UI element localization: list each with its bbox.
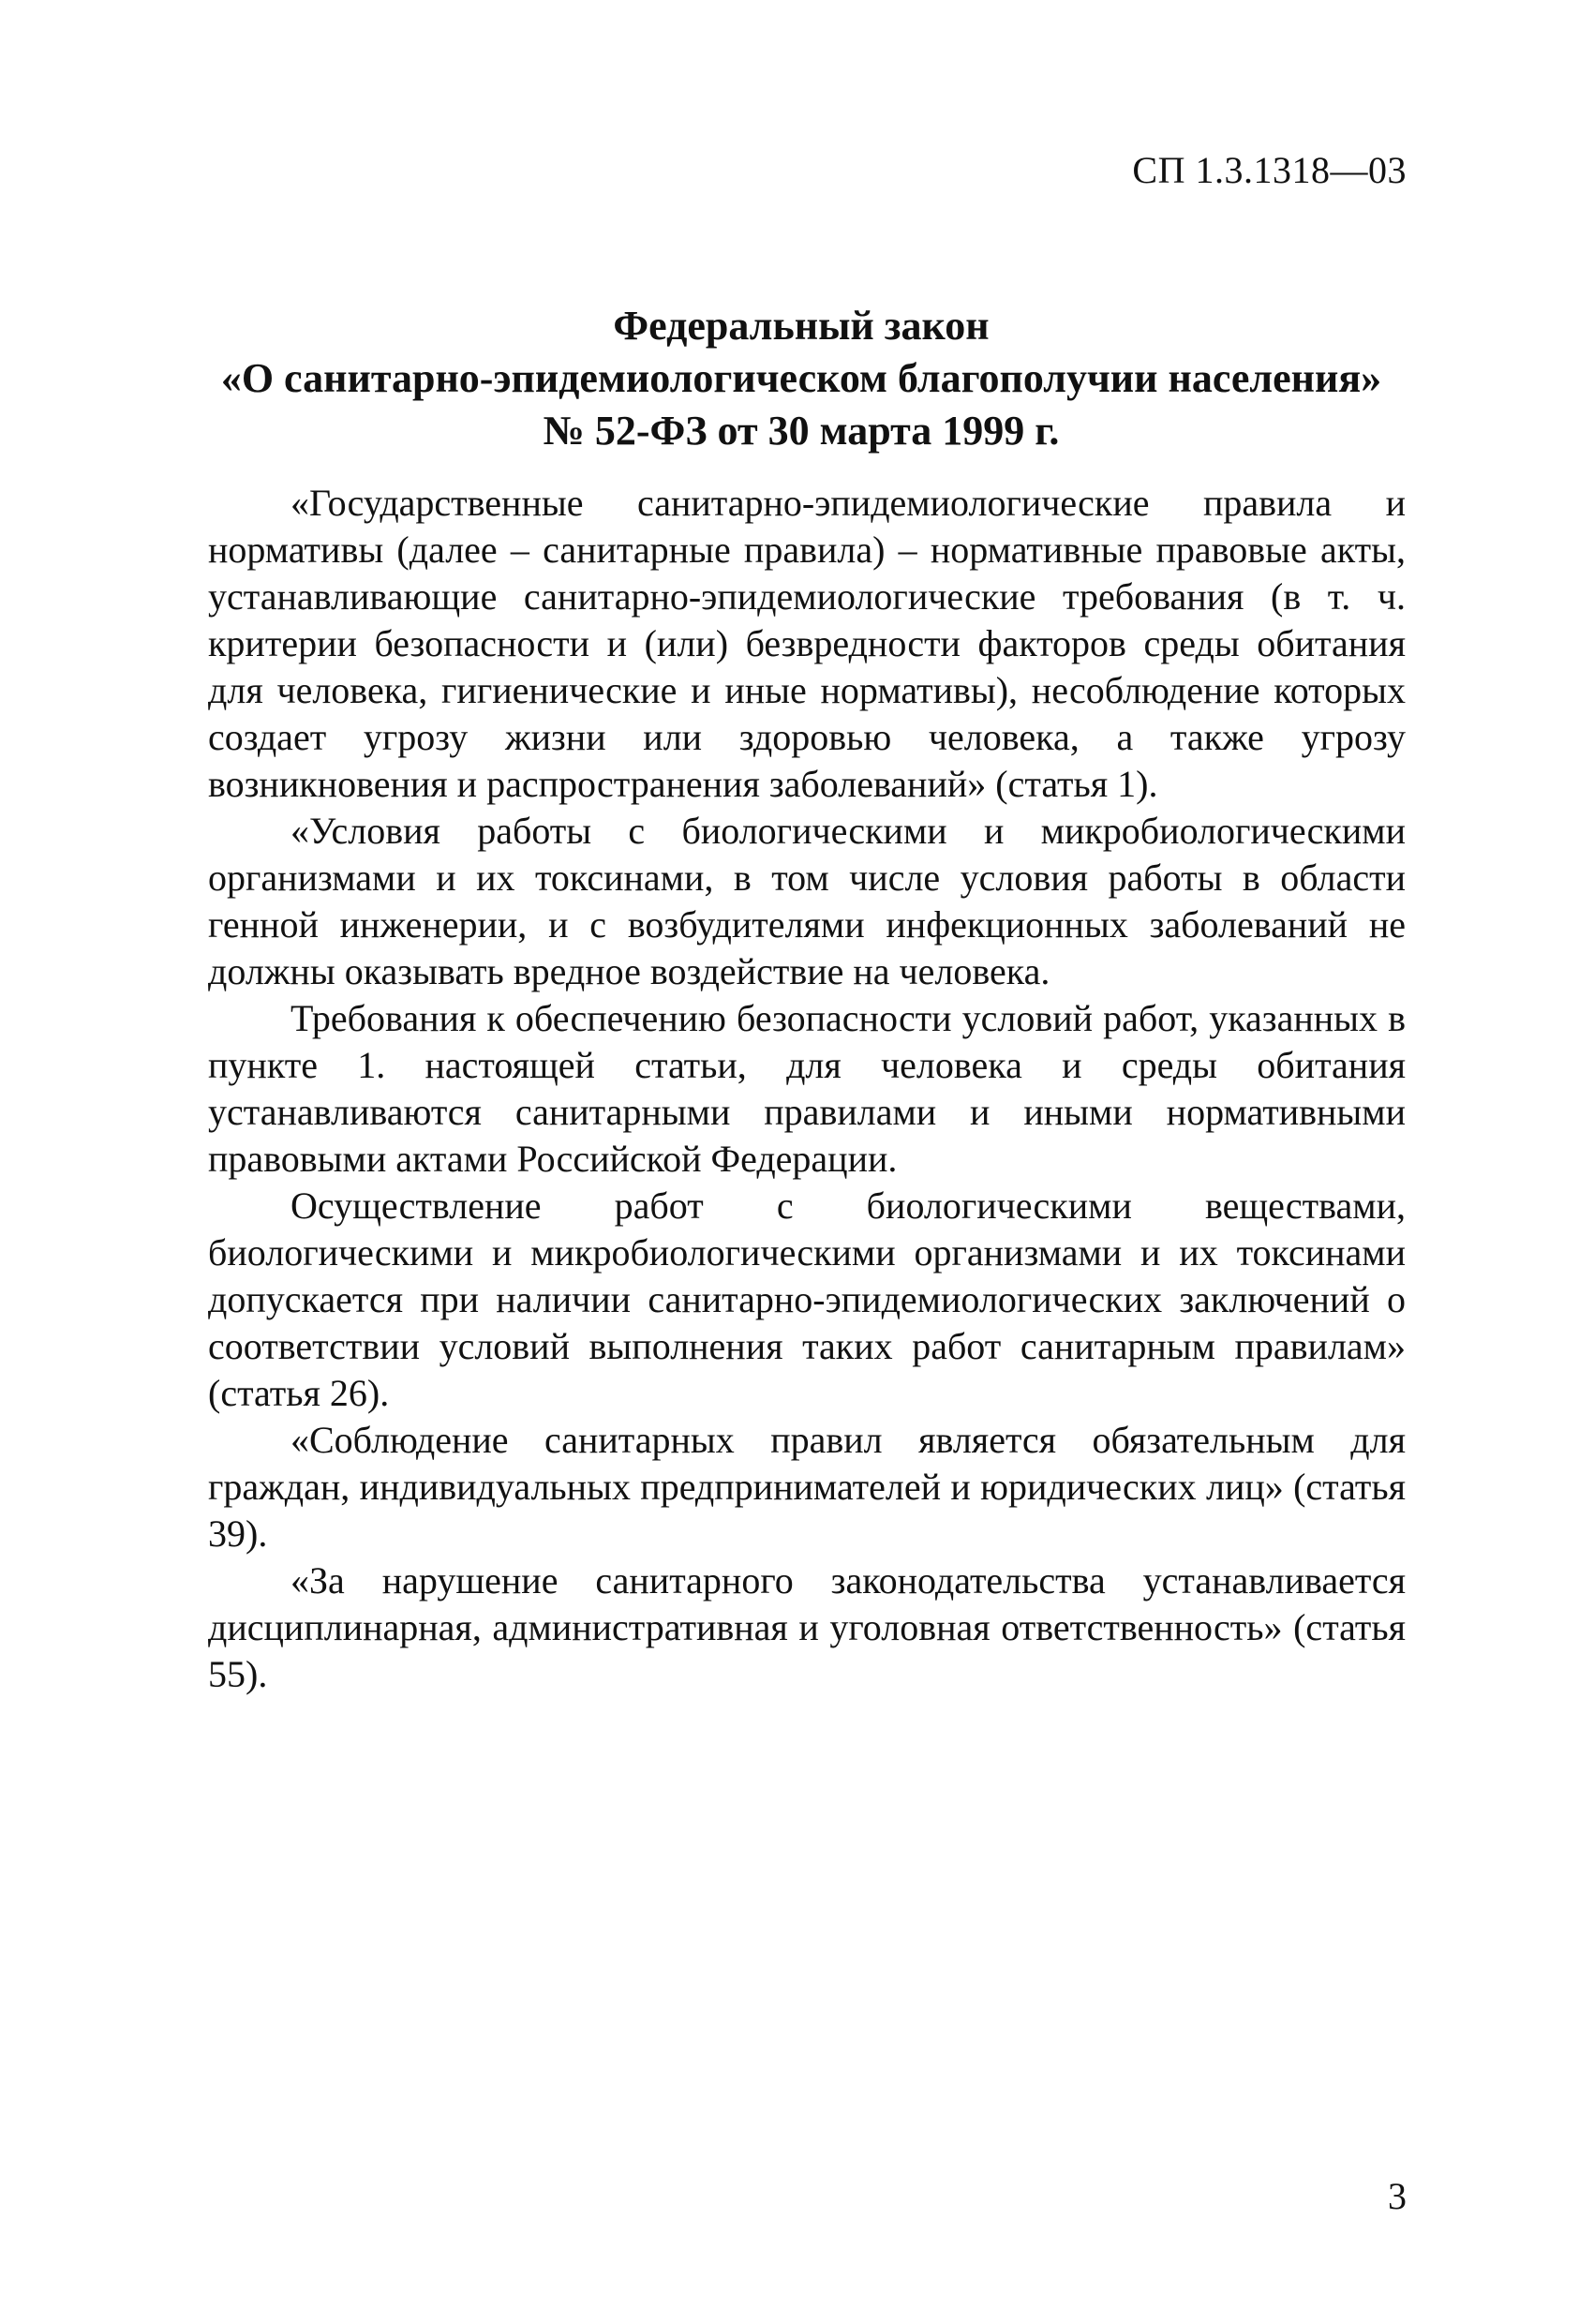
page-number: 3 xyxy=(1388,2175,1407,2217)
document-code: СП 1.3.1318—03 xyxy=(1132,149,1407,191)
title-line-2: «О санитарно-эпидемиологическом благополучии населения» xyxy=(220,355,1382,401)
paragraph: Требования к обеспечению безопасности условий работ, указанных в пункте 1. настоящей статьи, для человека и среды обитания устанавливаются санитарными правилами и иными нормативными правовыми актами Российской Федерации. xyxy=(208,997,1406,1180)
title-line-1: Федеральный закон xyxy=(613,303,990,349)
paragraph: «За нарушение санитарного законодательства устанавливается дисциплинарная, административная и уголовная ответственность» (статья 55). xyxy=(208,1559,1406,1695)
paragraph: Осуществление работ с биологическими веществами, биологическими и микробиологическими организмами и их токсинами допускается при наличии санитарно-эпидемиологических заключений о соответствии условий выполнения таких работ санитарным правилам» (статья 26). xyxy=(208,1184,1406,1414)
paragraph: «Соблюдение санитарных правил является обязательным для граждан, индивидуальных предпринимателей и юридических лиц» (статья 39). xyxy=(208,1419,1406,1555)
title-line-3: № 52-ФЗ от 30 марта 1999 г. xyxy=(543,408,1060,454)
paragraph: «Условия работы с биологическими и микробиологическими организмами и их токсинами, в том числе условия работы в области генной инженерии, и с возбудителями инфекционных заболеваний не должны оказывать вредное воздействие на человека. xyxy=(208,810,1406,992)
paragraph: «Государственные санитарно-эпидемиологические правила и нормативы (далее – санитарные правила) – нормативные правовые акты, устанавливающие санитарно-эпидемиологические требования (в т. ч. критерии безопасности и (или) безвредности факторов среды обитания для человека, гигиенические и иные нормативы), несоблюдение которых создает угрозу жизни или здоровью человека, а также угрозу возникновения и распространения заболеваний» (статья 1). xyxy=(208,482,1406,805)
body-text xyxy=(208,480,1406,1698)
law-title xyxy=(197,300,1406,457)
